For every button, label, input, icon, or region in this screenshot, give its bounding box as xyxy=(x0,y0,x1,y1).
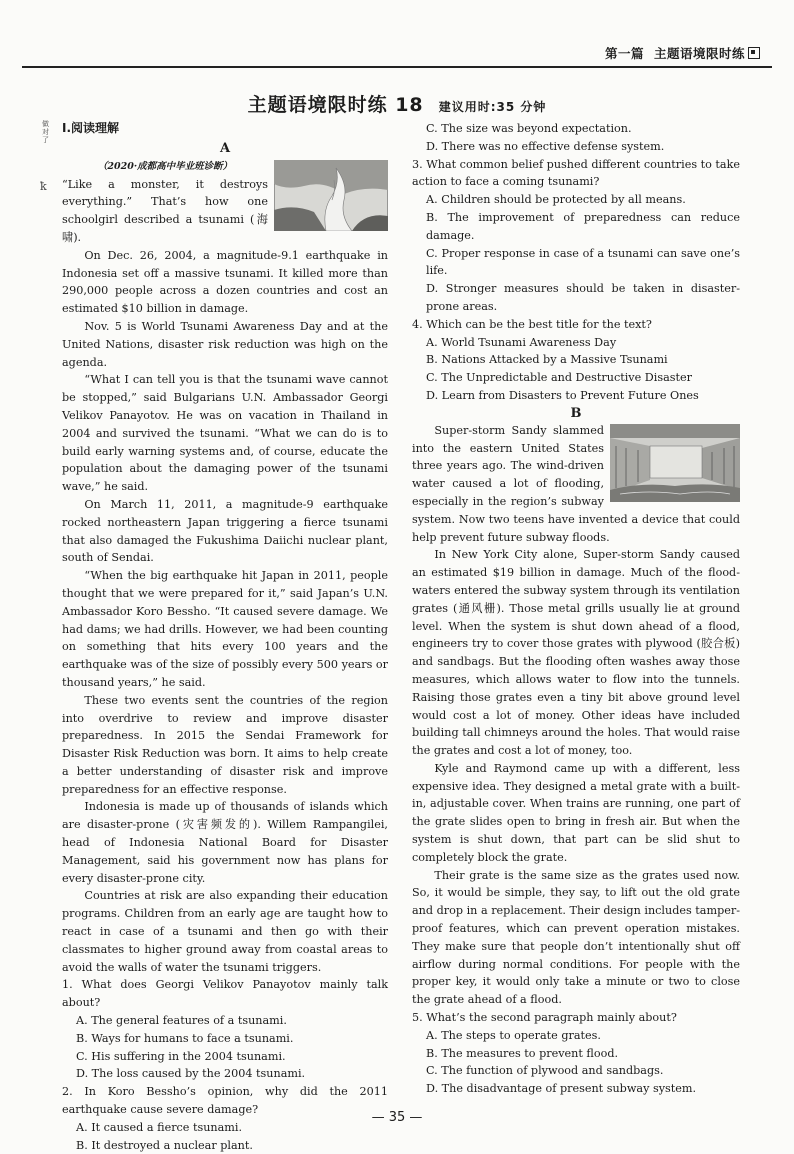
question-5 xyxy=(412,1009,740,1098)
page-title: 主题语境限时练 18 xyxy=(247,94,424,116)
question-stem: 4. Which can be the best title for the text? xyxy=(412,317,652,331)
passage-a-para-4: “What I can tell you is that the tsunami wave cannot be stopped,” said Bulgarians U.N. Ambassador Georgi Velikov Panayotov. He was on vacation in Thailand in 2004 and survived the tsunami. “What we can do is to build early warning systems and, of course, educate the population about the damaging power of the tsunami wave,” he said. xyxy=(62,373,388,494)
passage-a-para-9: Countries at risk are also expanding their education programs. Children from an early age are taught how to react in case of a tsunami and then go with their classmates to higher ground away from coastal areas to avoid the walls of water the tsunami triggers. xyxy=(62,889,388,974)
question-4 xyxy=(412,316,740,405)
time-hint: 建议用时:35 分钟 xyxy=(438,100,547,114)
left-column xyxy=(62,120,388,1154)
margin-check-icon: ꝁ xyxy=(40,180,47,193)
passage-b-para-4: Their grate is the same size as the grates used now. So, it would be simple, they say, to lift out the old grate and drop in a replacement. Their design includes tamper-proof features, which can prevent operation mistakes. They make sure that people don’t intentionally shut off airflow during normal conditions. For people with the proper key, it would only take a minute or two to close the grate ahead of a flood. xyxy=(412,868,740,1007)
header-section: 主题语境限时练 xyxy=(653,46,745,61)
passage-a-source: （2020·成都高中毕业班诊断） xyxy=(97,160,233,172)
option: D. The disadvantage of present subway system. xyxy=(426,1082,697,1096)
header-part: 第一篇 xyxy=(604,46,644,61)
option: B. It destroyed a nuclear plant. xyxy=(76,1138,253,1152)
option: B. The improvement of preparedness can reduce damage. xyxy=(426,210,740,242)
passage-a-para-3: Nov. 5 is World Tsunami Awareness Day and at the United Nations, disaster risk reduction was high on the agenda. xyxy=(62,319,388,369)
question-stem: 5. What’s the second paragraph mainly about? xyxy=(412,1011,677,1025)
header-square-icon xyxy=(748,47,760,59)
option: C. Proper response in case of a tsunami can save one’s life. xyxy=(426,246,740,278)
title-row xyxy=(0,90,794,117)
option: B. The measures to prevent flood. xyxy=(426,1046,619,1060)
question-stem: 3. What common belief pushed different countries to take action to face a coming tsunami? xyxy=(412,157,740,189)
option: D. There was no effective defense system. xyxy=(426,139,665,153)
header-rule xyxy=(22,66,772,68)
question-stem: 1. What does Georgi Velikov Panayotov mainly talk about? xyxy=(62,978,388,1010)
question-stem: 2. In Koro Bessho’s opinion, why did the 2011 earthquake cause severe damage? xyxy=(62,1085,388,1117)
option: B. Nations Attacked by a Massive Tsunami xyxy=(426,353,668,367)
passage-a-para-1: “Like a monster, it destroys everything.” That’s how one schoolgirl described a tsunami (海啸). xyxy=(62,177,268,244)
option: D. Stronger measures should be taken in disaster-prone areas. xyxy=(426,282,740,313)
option: A. The steps to operate grates. xyxy=(426,1028,601,1042)
option: D. The loss caused by the 2004 tsunami. xyxy=(76,1067,306,1081)
margin-note: 做对了 xyxy=(42,120,49,144)
option: A. World Tsunami Awareness Day xyxy=(426,335,617,349)
passage-a-letter: A xyxy=(219,140,231,156)
flooded-subway-photo xyxy=(610,424,740,502)
passage-b-para-3: Kyle and Raymond came up with a different, less expensive idea. They designed a metal grate with a built-in, adjustable cover. When trains are running, one part of the grate slides open to bring in fresh air. But when the system is shut down, that part can be slid shut to completely block the grate. xyxy=(412,761,740,864)
option: B. Ways for humans to face a tsunami. xyxy=(76,1031,294,1045)
option: C. The function of plywood and sandbags. xyxy=(426,1064,664,1078)
passage-a-para-7: These two events sent the countries of the region into overdrive to review and improve disaster preparedness. In 2015 the Sendai Framework for Disaster Risk Reduction was born. It aims to help create a better understanding of disaster risk and improve preparedness for an effective response. xyxy=(62,693,388,796)
passage-a-para-5: On March 11, 2011, a magnitude-9 earthquake rocked northeastern Japan triggering a fierce tsunami that also damaged the Fukushima Daiichi nuclear plant, south of Sendai. xyxy=(62,497,388,565)
page-header xyxy=(605,44,760,62)
passage-b-letter: B xyxy=(570,405,582,421)
passage-a-para-6: “When the big earthquake hit Japan in 2011, people thought that we were prepared for it,” said Japan’s U.N. Ambassador Koro Bessho. “It caused severe damage. We had dams; we had drills. However, we had been counting on something that hits every 100 years and the earthquake was of the size of possibly every 500 years or thousand years,” he said. xyxy=(62,569,388,689)
question-1 xyxy=(62,976,388,1083)
right-column xyxy=(412,120,740,1098)
passage-a-para-8: Indonesia is made up of thousands of islands which are disaster-prone (灾害频发的). Willem Rampangilei, head of Indonesia National Board for Disaster Management, said his government now has plans for every disaster-prone city. xyxy=(62,800,388,885)
passage-b-para-1: Super-storm Sandy slammed into the eastern United States three years ago. The wind-driven water caused a lot of flooding, especially in the region’s subway system. Now two teens have invented a device that could help prevent future subway floods. xyxy=(412,423,740,544)
page-number: — 35 — xyxy=(371,1110,423,1125)
option: A. The general features of a tsunami. xyxy=(76,1014,287,1028)
option: A. It caused a fierce tsunami. xyxy=(76,1120,243,1134)
option: D. Learn from Disasters to Prevent Future Ones xyxy=(426,388,699,402)
option: C. The size was beyond expectation. xyxy=(426,122,632,135)
question-3 xyxy=(412,156,740,316)
option: C. His suffering in the 2004 tsunami. xyxy=(76,1049,286,1063)
tsunami-photo xyxy=(274,160,388,231)
passage-a-para-2: On Dec. 26, 2004, a magnitude-9.1 earthquake in Indonesia set off a massive tsunami. It killed more than 290,000 people across a dozen countries and cost an estimated $10 billion in damage. xyxy=(62,248,388,316)
section-label: Ⅰ.阅读理解 xyxy=(62,121,120,135)
option: C. The Unpredictable and Destructive Disaster xyxy=(426,371,692,385)
passage-b-para-2: In New York City alone, Super-storm Sandy caused an estimated $19 billion in damage. Much of the flood-waters entered the subway system through its ventilation grates (通风栅). Those metal grills usually lie at ground level. When the system is shut down ahead of a flood, engineers try to cover those grates with plywood (胶合板) and sandbags. But the flooding often washes away those measures, which allows water to flow into the tunnels. Raising those grates even a tiny bit above ground level would cost a lot of money. Other ideas have included building tall chimneys around the holes. That would raise the grates and cost a lot of money, too. xyxy=(412,548,740,758)
option: A. Children should be protected by all means. xyxy=(426,193,686,207)
